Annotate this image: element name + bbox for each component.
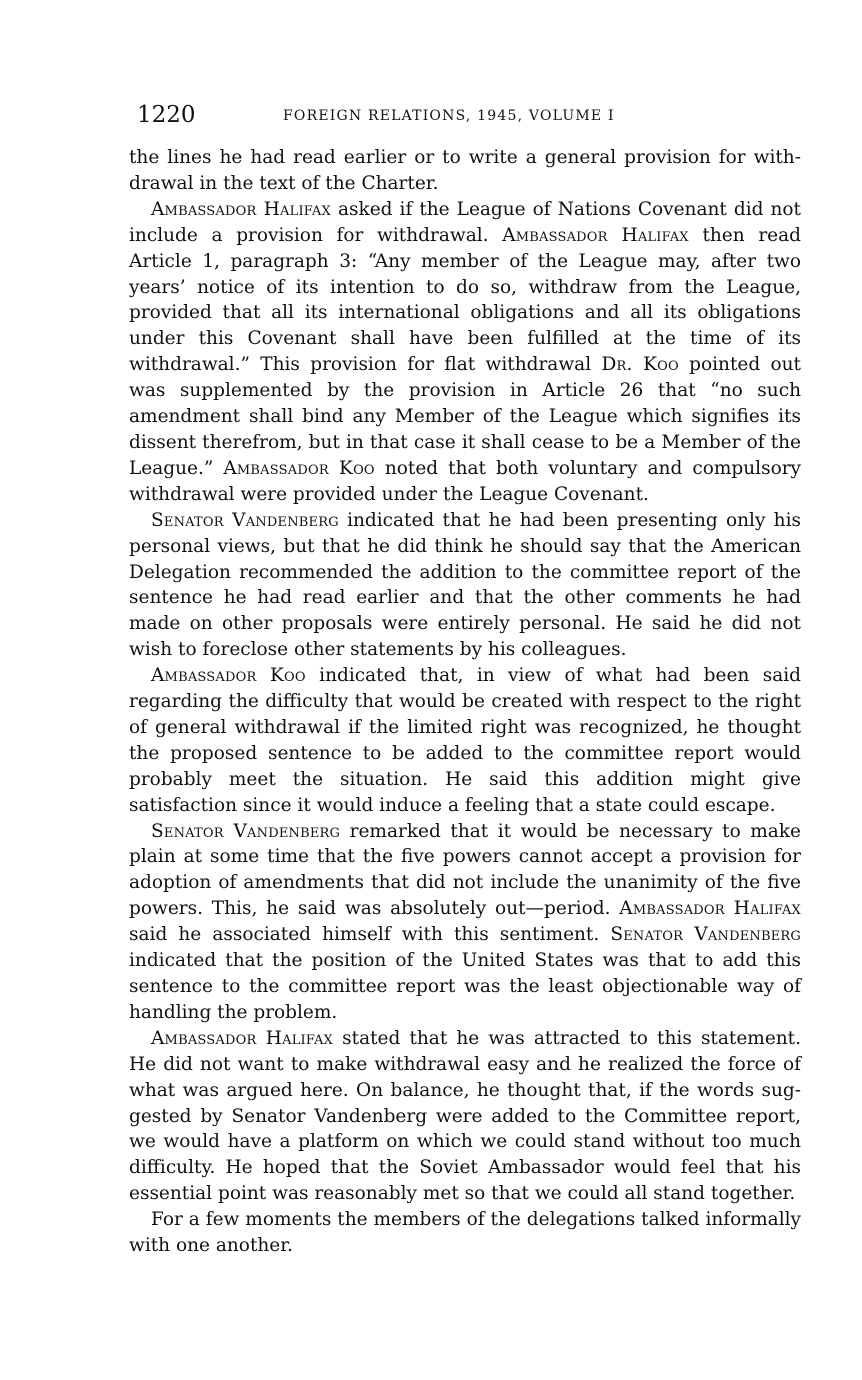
speaker-name: Ambassador Halifax	[151, 1027, 334, 1049]
speaker-name: Ambassador Koo	[223, 457, 375, 479]
page-number: 1220	[137, 102, 196, 128]
paragraph	[129, 197, 801, 508]
running-head: FOREIGN RELATIONS, 1945, VOLUME I	[283, 108, 615, 124]
paragraph	[129, 145, 801, 197]
paragraph	[129, 1026, 801, 1207]
page-header	[137, 98, 797, 132]
paragraph-text: the lines he had read earlier or to write a general provision for withdrawal in the text of the Charter.	[129, 147, 801, 194]
paragraph-text: indicated that the position of the United States was that to add this sentence to the committee report was the least objectionable way of handling the problem.	[129, 950, 801, 1023]
document-body	[129, 145, 801, 1259]
paragraph-text: then read Article 1, paragraph 3: “Any member of the League may, after two years’ notice of its intention to do so, withdraw from the League, provided that all its international obligations and all its obligations under this Covenant shall have been fulfilled at the time of its withdrawal.” This provision for flat withdrawal	[129, 224, 801, 376]
paragraph	[129, 819, 801, 1026]
paragraph-text: indicated that, in view of what had been said regarding the difficulty that would be created with respect to the right of general withdrawal if the limited right was recognized, he thought the proposed sentence to be added to the committee report would probably meet the situation. He said this addition might give satisfaction since it would induce a feeling that a state could escape.	[129, 665, 801, 816]
speaker-name: Senator Vandenberg	[151, 820, 341, 842]
paragraph-text: noted that both voluntary and compulsory withdrawal were provided under the League Covenant.	[129, 457, 801, 505]
paragraph	[129, 1207, 801, 1259]
speaker-name: Ambassador Halifax	[619, 898, 801, 920]
speaker-name: Ambassador Koo	[151, 665, 306, 687]
paragraph-text: asked if the League of Nations Covenant did not include a provision for withdrawal.	[129, 198, 801, 246]
paragraph-text: pointed out was supplemented by the provision in Article 26 that “no such amendment shall bind any Member of the League which signifies its dissent therefrom, but in that case it shall cease to be a Member of the League.”	[129, 354, 801, 479]
speaker-name: Senator Vandenberg	[610, 924, 801, 946]
speaker-name: Ambassador Halifax	[502, 224, 689, 246]
speaker-name: Dr. Koo	[601, 354, 679, 376]
speaker-name: Ambassador Halifax	[151, 198, 331, 220]
paragraph-text: stated that he was attracted to this statement. He did not want to make withdrawal easy and he realized the force of what was argued here. On balance, he thought that, if the words suggested by Senator Vandenberg were added to the Committee report, we would have a platform on which we could stand without too much difficulty. He hoped that the Soviet Ambassador would feel that his essential point was reasonably met so that we could all stand together.	[129, 1027, 802, 1205]
speaker-name: Senator Vandenberg	[151, 509, 339, 531]
paragraph-text: said he associated himself with this sentiment.	[129, 924, 611, 946]
paragraph-text: remarked that it would be necessary to make plain at some time that the five powers cannot accept a provision for adoption of amendments that did not include the unanimity of the five powers. This, he said was absolutely out—period.	[129, 820, 801, 920]
paragraph-text: For a few moments the members of the delegations talked informally with one another.	[129, 1209, 801, 1257]
paragraph-text: indicated that he had been presenting only his personal views, but that he did think he should say that the American Delegation recommended the addition to the committee report of the sentence he had read earlier and that the other comments he had made on other proposals were entirely personal. He said he did not wish to foreclose other statements by his colleagues.	[129, 509, 801, 661]
paragraph	[129, 508, 801, 663]
paragraph	[129, 663, 801, 818]
